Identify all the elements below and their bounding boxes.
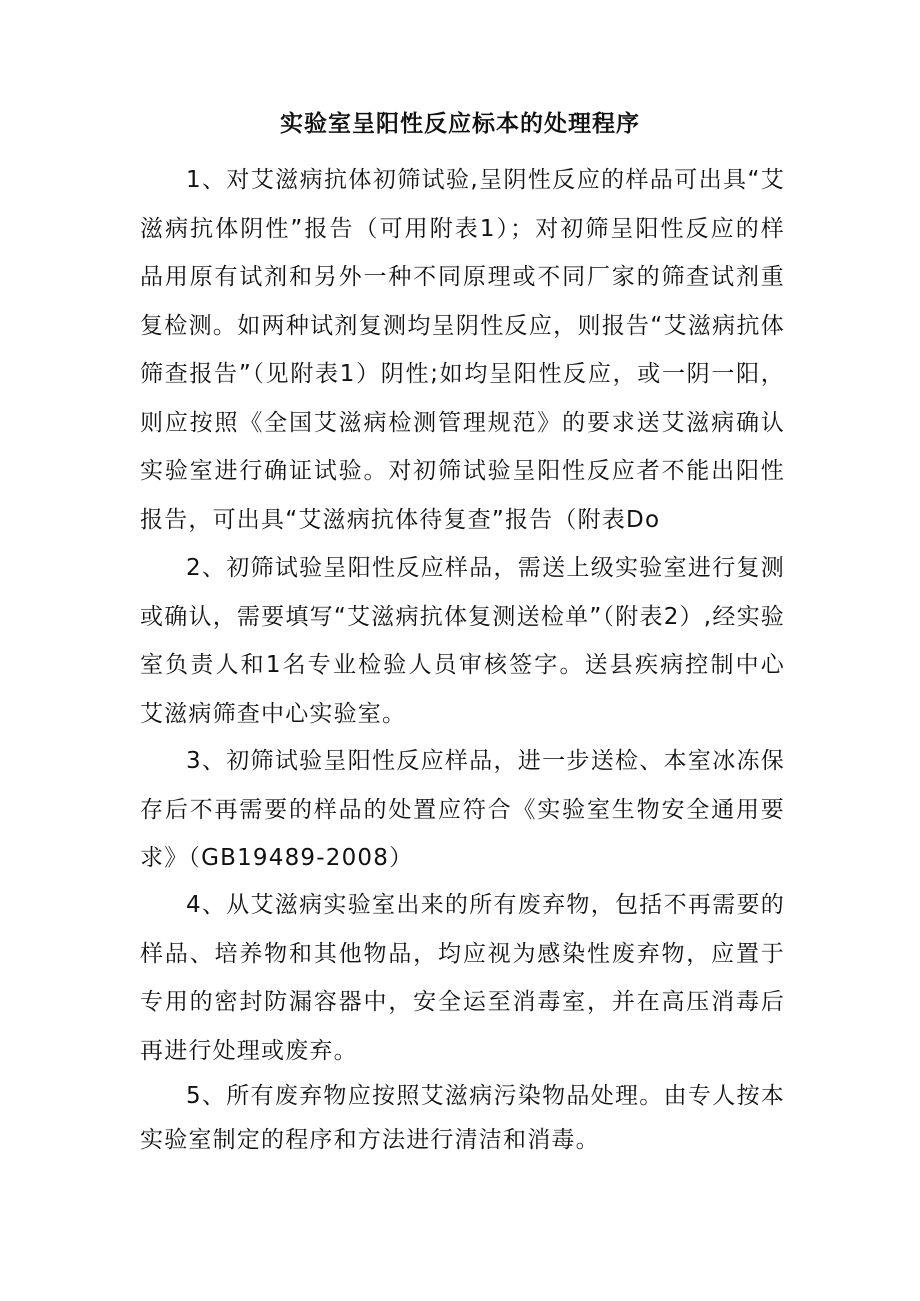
paragraph-5: 5、所有废弃物应按照艾滋病污染物品处理。由专人按本实验室制定的程序和方法进行清洁和消毒。 xyxy=(140,1083,785,1153)
paragraph-3: 3、初筛试验呈阳性反应样品，进一步送检、本室冰冻保存后不再需要的样品的处置应符合《实验室生物安全通用要求》（GB19489-2008） xyxy=(140,748,785,871)
paragraph-1: 1、对艾滋病抗体初筛试验,呈阴性反应的样品可出具“艾滋病抗体阴性”报告（可用附表1）；对初筛呈阳性反应的样品用原有试剂和另外一种不同原理或不同厂家的筛查试剂重复检测。如两种试剂复测均呈阴性反应，则报告“艾滋病抗体筛查报告”（见附表1）阴性;如均呈阳性反应，或一阴一阳，则应按照《全国艾滋病检测管理规范》的要求送艾滋病确认实验室进行确证试验。对初筛试验呈阳性反应者不能出阳性报告，可出具“艾滋病抗体待复查”报告（附表Do xyxy=(140,167,785,533)
paragraph-4: 4、从艾滋病实验室出来的所有废弃物，包括不再需要的样品、培养物和其他物品，均应视为感染性废弃物，应置于专用的密封防漏容器中，安全运至消毒室，并在高压消毒后再进行处理或废弃。 xyxy=(140,892,785,1064)
document-title: 实验室呈阳性反应标本的处理程序 xyxy=(280,111,640,137)
paragraph-2: 2、初筛试验呈阳性反应样品，需送上级实验室进行复测或确认，需要填写“艾滋病抗体复测送检单”（附表2）,经实验室负责人和1名专业检验人员审核签字。送县疾病控制中心艾滋病筛查中心实验室。 xyxy=(140,555,785,727)
